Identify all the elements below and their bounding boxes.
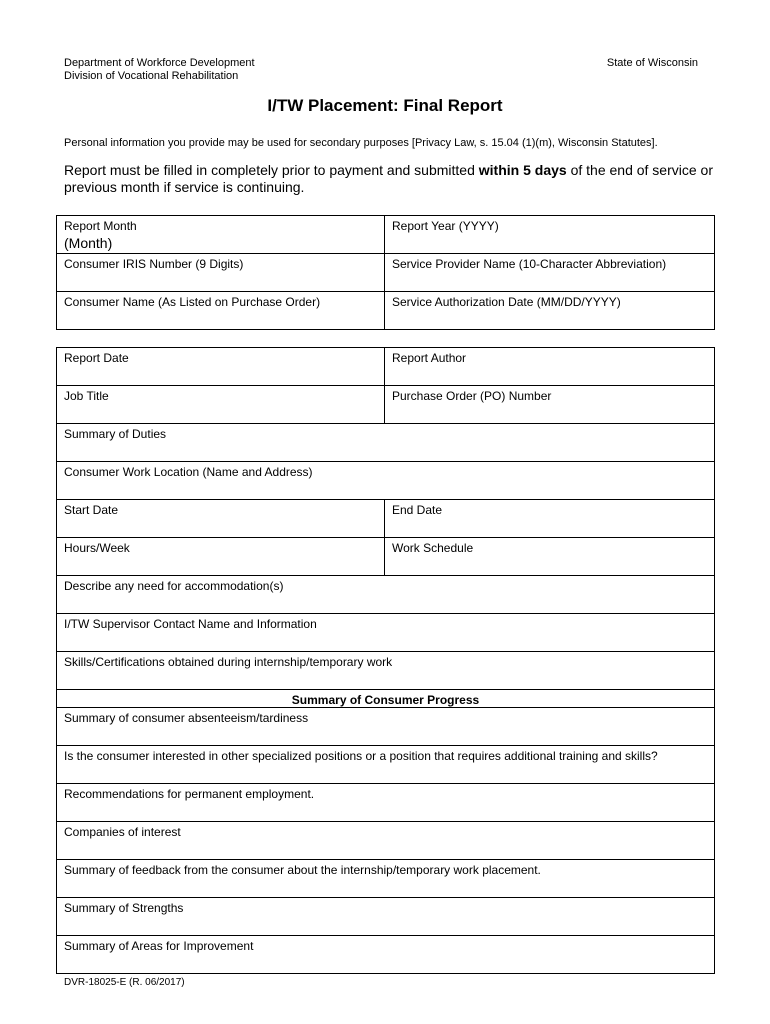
job-title-field[interactable] <box>57 386 385 424</box>
companies-label: Companies of interest <box>64 825 181 839</box>
report-month-field[interactable] <box>57 216 385 254</box>
instructions-deadline: within 5 days <box>478 162 567 178</box>
consumer-name-field[interactable] <box>57 292 385 330</box>
authorization-date-field[interactable] <box>385 292 715 330</box>
accommodation-field[interactable] <box>57 576 715 614</box>
absenteeism-field[interactable] <box>57 708 715 746</box>
provider-name-field[interactable] <box>385 254 715 292</box>
absenteeism-label: Summary of consumer absenteeism/tardiness <box>64 711 309 725</box>
skills-field[interactable] <box>57 652 715 690</box>
iris-number-label: Consumer IRIS Number (9 Digits) <box>64 257 244 271</box>
consumer-info-table <box>56 215 715 330</box>
authorization-date-label: Service Authorization Date (MM/DD/YYYY) <box>392 295 621 309</box>
strengths-field[interactable] <box>57 898 715 936</box>
interest-label: Is the consumer interested in other specialized positions or a position that requires additional training and skills? <box>64 749 658 763</box>
recommendations-field[interactable] <box>57 784 715 822</box>
iris-number-field[interactable] <box>57 254 385 292</box>
work-location-label: Consumer Work Location (Name and Address) <box>64 465 313 479</box>
job-title-label: Job Title <box>64 389 109 403</box>
duties-label: Summary of Duties <box>64 427 167 441</box>
provider-name-label: Service Provider Name (10-Character Abbreviation) <box>392 257 667 271</box>
hours-week-label: Hours/Week <box>64 541 130 555</box>
feedback-label: Summary of feedback from the consumer about the internship/temporary work placement. <box>64 863 541 877</box>
instructions-before: Report must be filled in completely prior to payment and submitted <box>64 162 479 178</box>
report-date-field[interactable] <box>57 348 385 386</box>
end-date-label: End Date <box>392 503 443 517</box>
improvement-field[interactable] <box>57 936 715 974</box>
report-year-field[interactable] <box>385 216 715 254</box>
supervisor-contact-label: I/TW Supervisor Contact Name and Information <box>64 617 317 631</box>
division-name: Division of Vocational Rehabilitation <box>64 70 239 82</box>
progress-heading-text: Summary of Consumer Progress <box>291 693 480 707</box>
progress-section-heading <box>57 690 715 708</box>
placement-report-table <box>56 347 715 974</box>
improvement-label: Summary of Areas for Improvement <box>64 939 254 953</box>
accommodation-label: Describe any need for accommodation(s) <box>64 579 284 593</box>
report-month-dropdown[interactable]: (Month) <box>64 235 113 251</box>
form-title: I/TW Placement: Final Report <box>267 96 503 115</box>
report-date-label: Report Date <box>64 351 129 365</box>
work-schedule-label: Work Schedule <box>392 541 474 555</box>
end-date-field[interactable] <box>385 500 715 538</box>
recommendations-label: Recommendations for permanent employment. <box>64 787 315 801</box>
start-date-label: Start Date <box>64 503 119 517</box>
consumer-name-label: Consumer Name (As Listed on Purchase Order) <box>64 295 321 309</box>
hours-week-field[interactable] <box>57 538 385 576</box>
supervisor-contact-field[interactable] <box>57 614 715 652</box>
instructions-after: of the end of service or previous month if service is continuing. <box>64 162 713 195</box>
work-schedule-field[interactable] <box>385 538 715 576</box>
po-number-label: Purchase Order (PO) Number <box>392 389 552 403</box>
form-number: DVR-18025-E (R. 06/2017) <box>64 977 185 988</box>
report-author-field[interactable] <box>385 348 715 386</box>
interest-field[interactable] <box>57 746 715 784</box>
feedback-field[interactable] <box>57 860 715 898</box>
report-month-label: Report Month <box>64 219 137 233</box>
skills-label: Skills/Certifications obtained during internship/temporary work <box>64 655 393 669</box>
po-number-field[interactable] <box>385 386 715 424</box>
privacy-notice: Personal information you provide may be used for secondary purposes [Privacy Law, s. 15.04 (1)(m), Wisconsin Statutes]. <box>64 137 658 149</box>
duties-field[interactable] <box>57 424 715 462</box>
department-name: Department of Workforce Development <box>64 57 255 69</box>
report-author-label: Report Author <box>392 351 467 365</box>
start-date-field[interactable] <box>57 500 385 538</box>
companies-field[interactable] <box>57 822 715 860</box>
strengths-label: Summary of Strengths <box>64 901 184 915</box>
report-year-label: Report Year (YYYY) <box>392 219 499 233</box>
work-location-field[interactable] <box>57 462 715 500</box>
state-name: State of Wisconsin <box>606 57 698 69</box>
instructions <box>64 162 724 196</box>
